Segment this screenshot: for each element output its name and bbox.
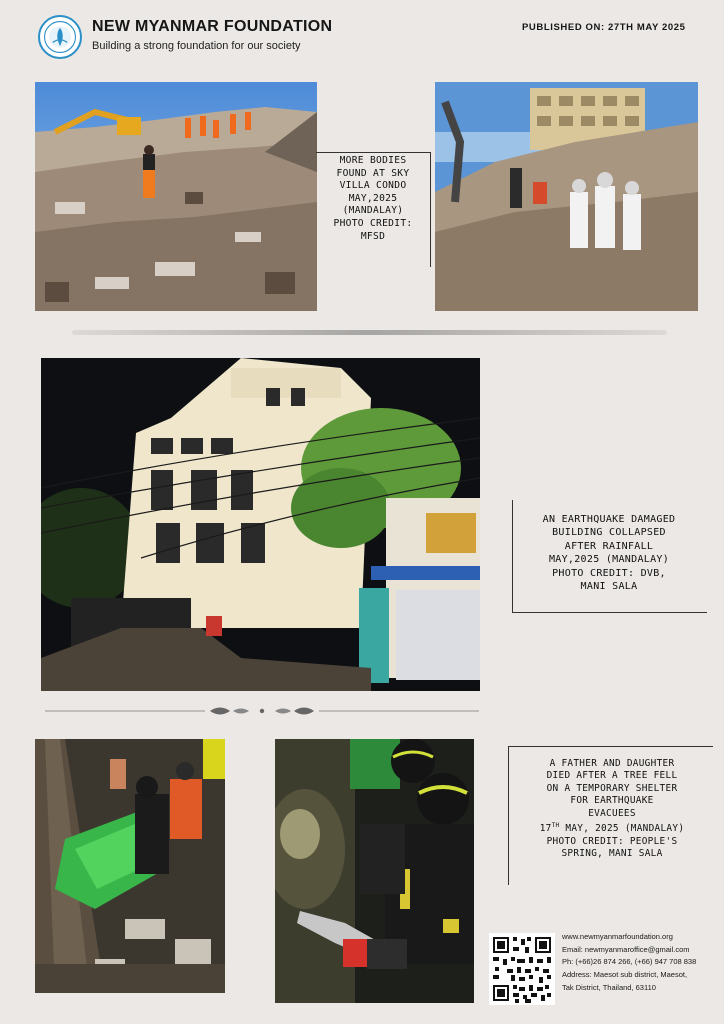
caption-line: MFSD (360, 230, 386, 242)
caption-line: FOUND AT SKY (336, 167, 410, 179)
published-date: PUBLISHED ON: 27TH MAY 2025 (522, 22, 686, 33)
email-link[interactable]: Email: newmyanmaroffice@gmail.com (562, 944, 690, 954)
section-divider (72, 330, 667, 335)
caption-building (512, 513, 706, 593)
caption-line: MAY,2025 (348, 192, 398, 204)
caption-line: EVACUEES (588, 807, 636, 819)
caption-line: PHOTO CREDIT: DVB, (552, 567, 666, 579)
organization-tagline: Building a strong foundation for our society (92, 40, 301, 52)
address-line-2: Tak District, Thailand, 63110 (562, 982, 656, 992)
foundation-logo (38, 15, 82, 59)
caption-line: (MANDALAY) (342, 205, 404, 217)
photo-chainsaw-rescuer (275, 739, 474, 1003)
caption-line: DIED AFTER A TREE FELL (546, 770, 678, 782)
caption-line: FOR EARTHQUAKE (570, 795, 654, 807)
caption-date-line (510, 820, 714, 836)
caption-line: A FATHER AND DAUGHTER (549, 758, 675, 769)
phone-numbers: Ph: (+66)26 874 266, (+66) 947 708 838 (562, 957, 697, 967)
contact-info (562, 931, 696, 995)
photo-fallen-tree-shelter (35, 739, 225, 993)
caption-sky-villa (320, 155, 426, 243)
caption-date-suffix: TH (551, 822, 560, 830)
qr-code[interactable] (489, 933, 555, 1005)
photo-collapsed-building (41, 358, 480, 691)
ornamental-divider (45, 704, 479, 718)
caption-date-day: 17 (539, 823, 552, 835)
photo-rubble-rescue (35, 82, 317, 311)
photo-protective-suits (435, 82, 698, 311)
caption-line: MORE BODIES (339, 155, 407, 166)
caption-date-rest: MAY, 2025 (MANDALAY) (559, 823, 685, 835)
caption-line: MANI SALA (580, 581, 638, 593)
caption-line: PHOTO CREDIT: (333, 217, 413, 229)
organization-name: NEW MYANMAR FOUNDATION (92, 18, 333, 35)
caption-line: PHOTO CREDIT: PEOPLE'S (546, 835, 678, 847)
caption-line: AFTER RAINFALL (564, 540, 654, 552)
caption-line: SPRING, MANI SALA (561, 847, 663, 859)
caption-line: MAY,2025 (MANDALAY) (548, 554, 670, 566)
caption-line: VILLA CONDO (339, 180, 407, 192)
address-line-1: Address: Maesot sub district, Maesot, (562, 970, 688, 980)
caption-line: BUILDING COLLAPSED (552, 527, 666, 539)
caption-line: ON A TEMPORARY SHELTER (546, 782, 678, 794)
caption-line: AN EARTHQUAKE DAMAGED (542, 514, 676, 525)
website-link[interactable]: www.newmyanmarfoundation.org (562, 932, 673, 941)
caption-tree (510, 758, 714, 860)
